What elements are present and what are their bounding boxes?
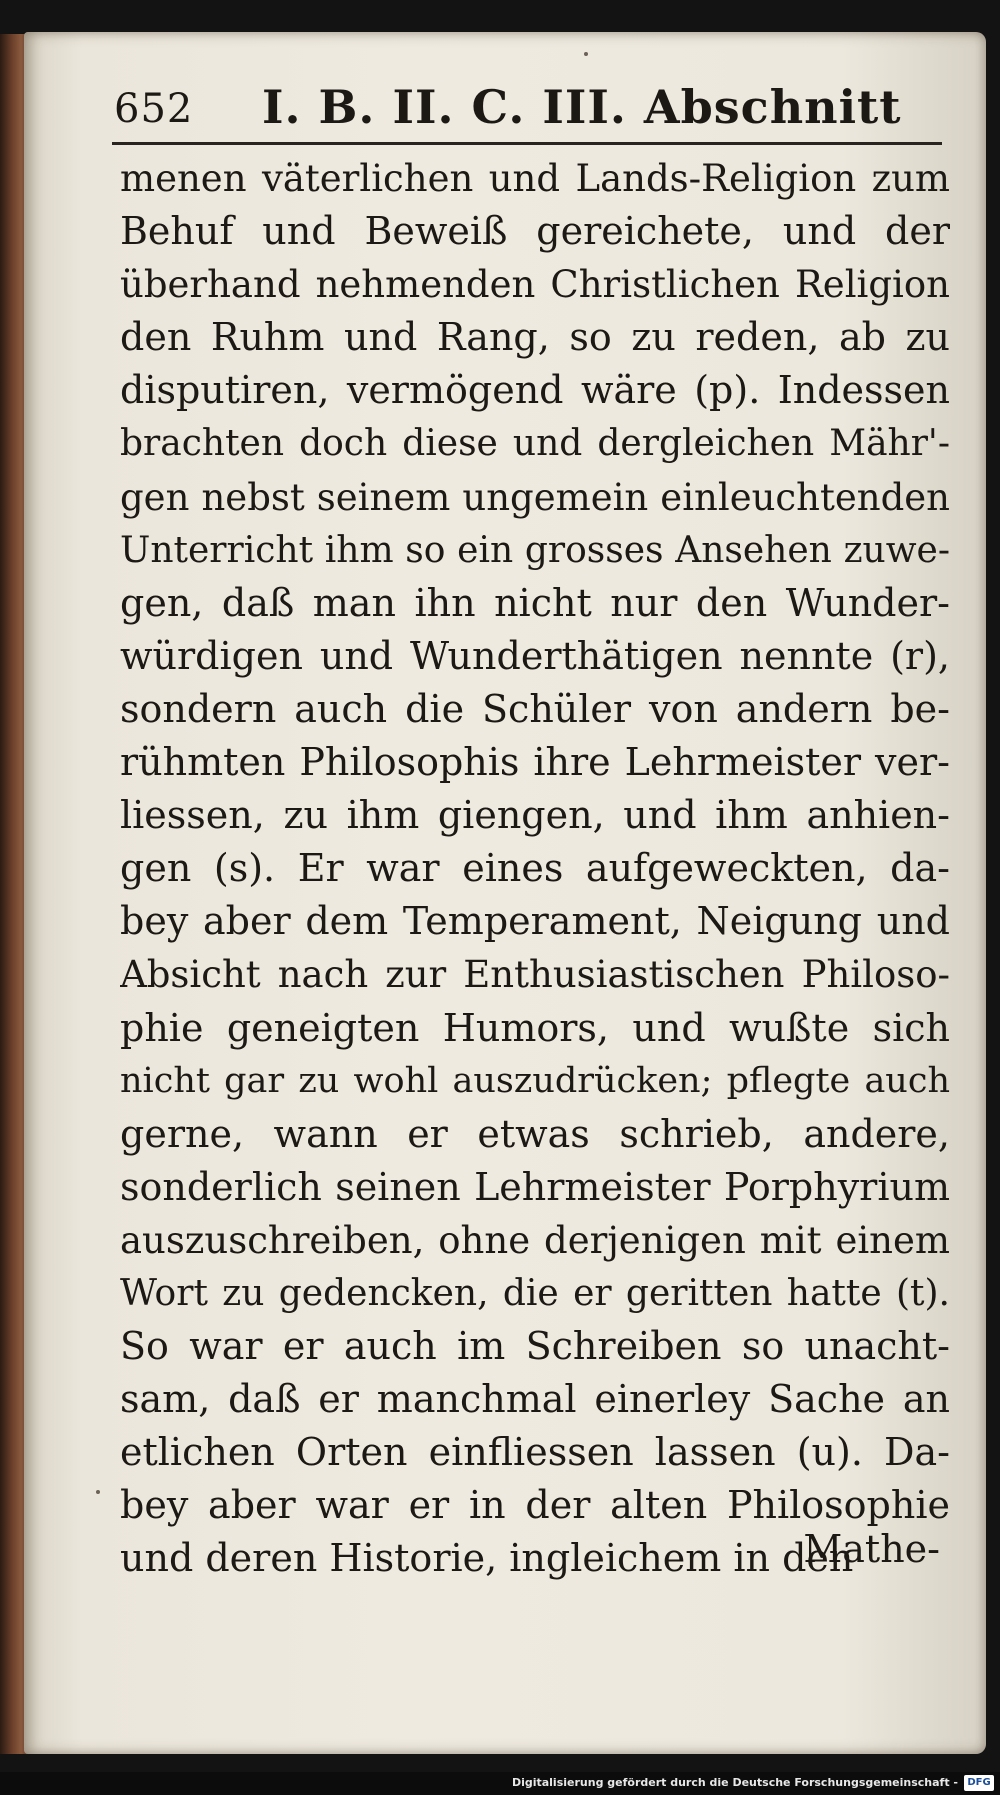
text-line: würdigen und Wunderthätigen nennte (r), xyxy=(120,633,950,678)
text-line: rühmten Philosophis ihre Lehrmeister ver- xyxy=(120,740,950,785)
text-line: bey aber dem Temperament, Neigung und xyxy=(120,899,950,944)
text-line: den Ruhm und Rang, so zu reden, ab zu xyxy=(120,315,950,360)
text-line: gen nebst seinem ungemein einleuchtenden xyxy=(120,475,950,519)
text-line: menen väterlichen und Lands-Religion zum xyxy=(120,157,950,200)
funding-credit: Digitalisierung gefördert durch die Deutsche Forschungsgemeinschaft - xyxy=(511,1776,958,1789)
text-line: Behuf und Beweiß gereichete, und der xyxy=(120,209,950,254)
text-line: Wort zu gedencken, die er geritten hatte (t). xyxy=(120,1272,950,1314)
text-line: So war er auch im Schreiben so unacht- xyxy=(120,1324,950,1369)
text-line: Absicht nach zur Enthusiastischen Philoso- xyxy=(120,953,950,997)
paper-speck xyxy=(96,1490,100,1494)
text-line: phie geneigten Humors, und wußte sich xyxy=(120,1005,950,1050)
text-line: überhand nehmenden Christlichen Religion xyxy=(120,263,950,307)
header-rule xyxy=(112,142,942,145)
text-line: und deren Historie, ingleichem in den xyxy=(120,1536,854,1581)
text-line: gen (s). Er war eines aufgeweckten, da- xyxy=(120,846,950,891)
catchword: Mathe- xyxy=(803,1527,940,1571)
text-line: gerne, wann er etwas schrieb, andere, xyxy=(120,1111,950,1156)
digitization-footer xyxy=(0,1772,1000,1795)
running-head: I. B. II. C. III. Abschnitt xyxy=(262,80,902,134)
text-line: Unterricht ihm so ein grosses Ansehen zuwe- xyxy=(120,529,950,571)
paper-speck xyxy=(584,52,588,56)
text-line: brachten doch diese und dergleichen Mähr'- xyxy=(120,423,950,465)
text-line: sondern auch die Schüler von andern be- xyxy=(120,686,950,731)
body-text xyxy=(120,152,950,1586)
text-line: gen, daß man ihn nicht nur den Wunder- xyxy=(120,580,950,625)
text-line: auszuschreiben, ohne derjenigen mit einem xyxy=(120,1218,950,1262)
text-line: nicht gar zu wohl auszudrücken; pflegte auch xyxy=(120,1060,950,1101)
text-line: sonderlich seinen Lehrmeister Porphyrium xyxy=(120,1164,950,1209)
page-header xyxy=(92,80,942,140)
text-line: etlichen Orten einfliessen lassen (u). Da- xyxy=(120,1430,950,1475)
text-line: liessen, zu ihm giengen, und ihm anhien- xyxy=(120,793,950,838)
dfg-logo: DFG xyxy=(964,1775,994,1791)
text-line: disputiren, vermögend wäre (p). Indessen xyxy=(120,368,950,413)
text-line: sam, daß er manchmal einerley Sache an xyxy=(120,1377,950,1422)
page-number: 652 xyxy=(114,86,194,132)
text-line: bey aber war er in der alten Philosophie xyxy=(120,1483,950,1528)
